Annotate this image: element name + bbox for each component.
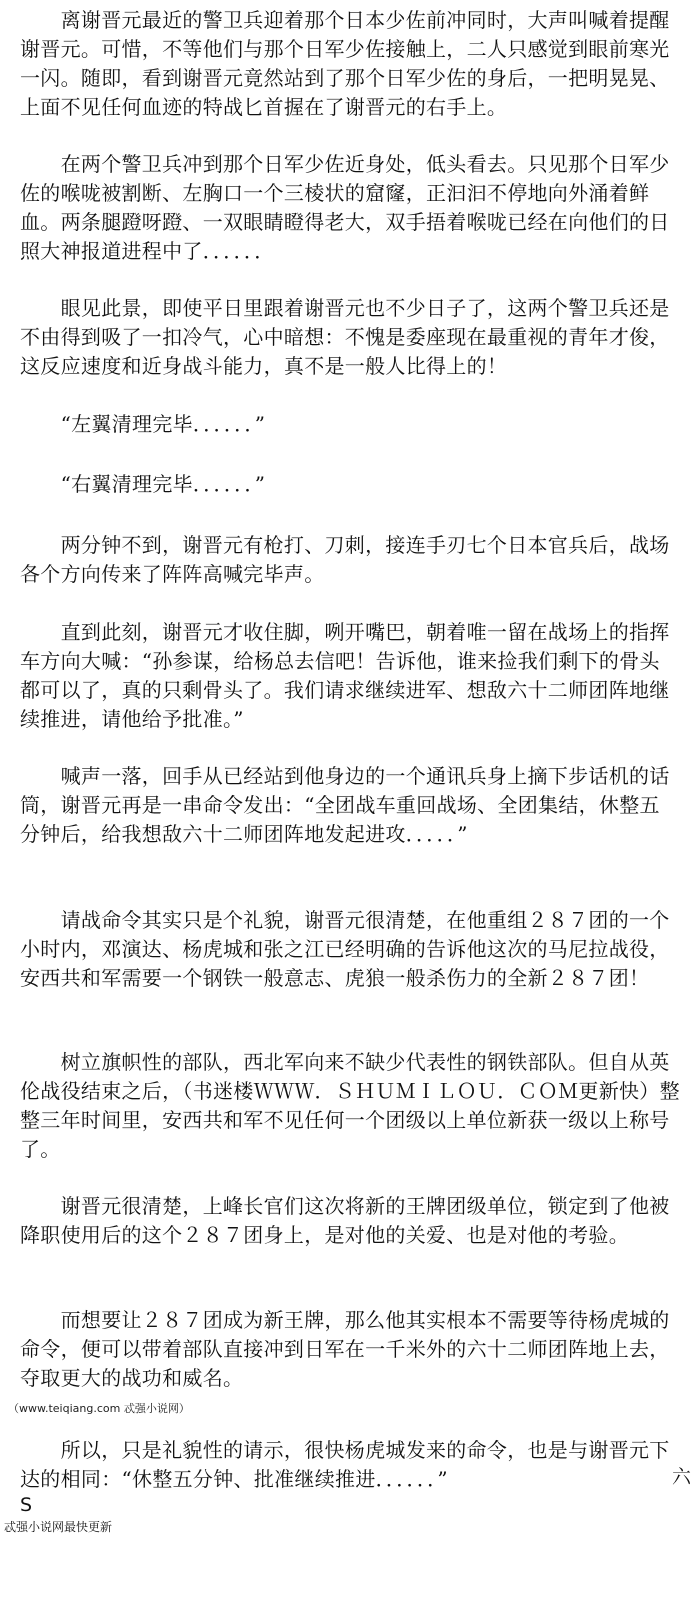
paragraph-9: 请战命令其实只是个礼貌，谢晋元很清楚，在他重组２８７团的一个小时内，邓演达、杨虎城和张之江已经明确的告诉他这次的马尼拉战役，安西共和军需要一个钢铁一般意志、虎狼一般杀伤力的全新２８７团！ <box>20 908 670 990</box>
paragraph-3: 眼见此景，即使平日里跟着谢晋元也不少日子了，这两个警卫兵还是不由得到吸了一扣冷气，心中暗想：不愧是委座现在最重视的青年才俊，这反应速度和近身战斗能力，真不是一般人比得上的！ <box>20 296 670 378</box>
paragraph-7: 直到此刻，谢晋元才收住脚，咧开嘴巴，朝着唯一留在战场上的指挥车方向大喊：“孙参谋，给杨总去信吧！告诉他，谁来捡我们剩下的骨头都可以了，真的只剩骨头了。我们请求继续进军、想敌六十二师团阵地继续推进，请他给予批准。” <box>20 620 670 731</box>
paragraph-5: “右翼清理完毕．．．．．．” <box>20 472 266 496</box>
paragraph-10: 树立旗帜性的部队，西北军向来不缺少代表性的钢铁部队。但自从英伦战役结束之后，（书迷楼ＷＷＷ．ＳＨＵＭＩＬＯＵ．ＣＯＭ更新快）整整三年时间里，安西共和军不见任何一个团级以上单位新获一级以上称号了。 <box>20 1050 680 1161</box>
paragraph-13: 所以，只是礼貌性的请示，很快杨虎城发来的命令，也是与谢晋元下达的相同：“休整五分钟、批准继续推进．．．．．．” <box>20 1438 670 1491</box>
stray-char-2: S <box>20 1494 33 1516</box>
paragraph-11: 谢晋元很清楚，上峰长官们这次将新的王牌团级单位，锁定到了他被降职使用后的这个２８７团身上，是对他的关爱、也是对他的考验。 <box>20 1194 670 1247</box>
paragraph-6: 两分钟不到，谢晋元有枪打、刀刺，接连手刃七个日本官兵后，战场各个方向传来了阵阵高喊完毕声。 <box>20 533 670 586</box>
paragraph-8: 喊声一落，回手从已经站到他身边的一个通讯兵身上摘下步话机的话筒，谢晋元再是一串命令发出：“全团战车重回战场、全团集结，休整五分钟后，给我想敌六十二师团阵地发起进攻．．．．．” <box>20 764 670 846</box>
paragraph-1: 离谢晋元最近的警卫兵迎着那个日本少佐前冲同时，大声叫喊着提醒谢晋元。可惜，不等他们与那个日军少佐接触上，二人只感觉到眼前寒光一闪。随即，看到谢晋元竟然站到了那个日军少佐的身后，一把明晃晃、上面不见任何血迹的特战匕首握在了谢晋元的右手上。 <box>20 8 670 119</box>
stray-char-1: 六 <box>672 1466 692 1488</box>
inline-watermark: （www.teiqiang.com 忒强小说网） <box>8 1402 190 1415</box>
paragraph-2: 在两个警卫兵冲到那个日军少佐近身处，低头看去。只见那个日军少佐的喉咙被割断、左胸口一个三棱状的窟窿，正汩汩不停地向外涌着鲜血。两条腿蹬呀蹬、一双眼睛瞪得老大，双手捂着喉咙已经在向他们的日照大神报道进程中了．．．．．． <box>20 152 670 263</box>
paragraph-12: 而想要让２８７团成为新王牌，那么他其实根本不需要等待杨虎城的命令，便可以带着部队直接冲到日军在一千米外的六十二师团阵地上去，夺取更大的战功和威名。 <box>20 1308 670 1390</box>
paragraph-4: “左翼清理完毕．．．．．．” <box>20 412 266 436</box>
footer-watermark: 忒强小说网最快更新 <box>4 1520 113 1534</box>
